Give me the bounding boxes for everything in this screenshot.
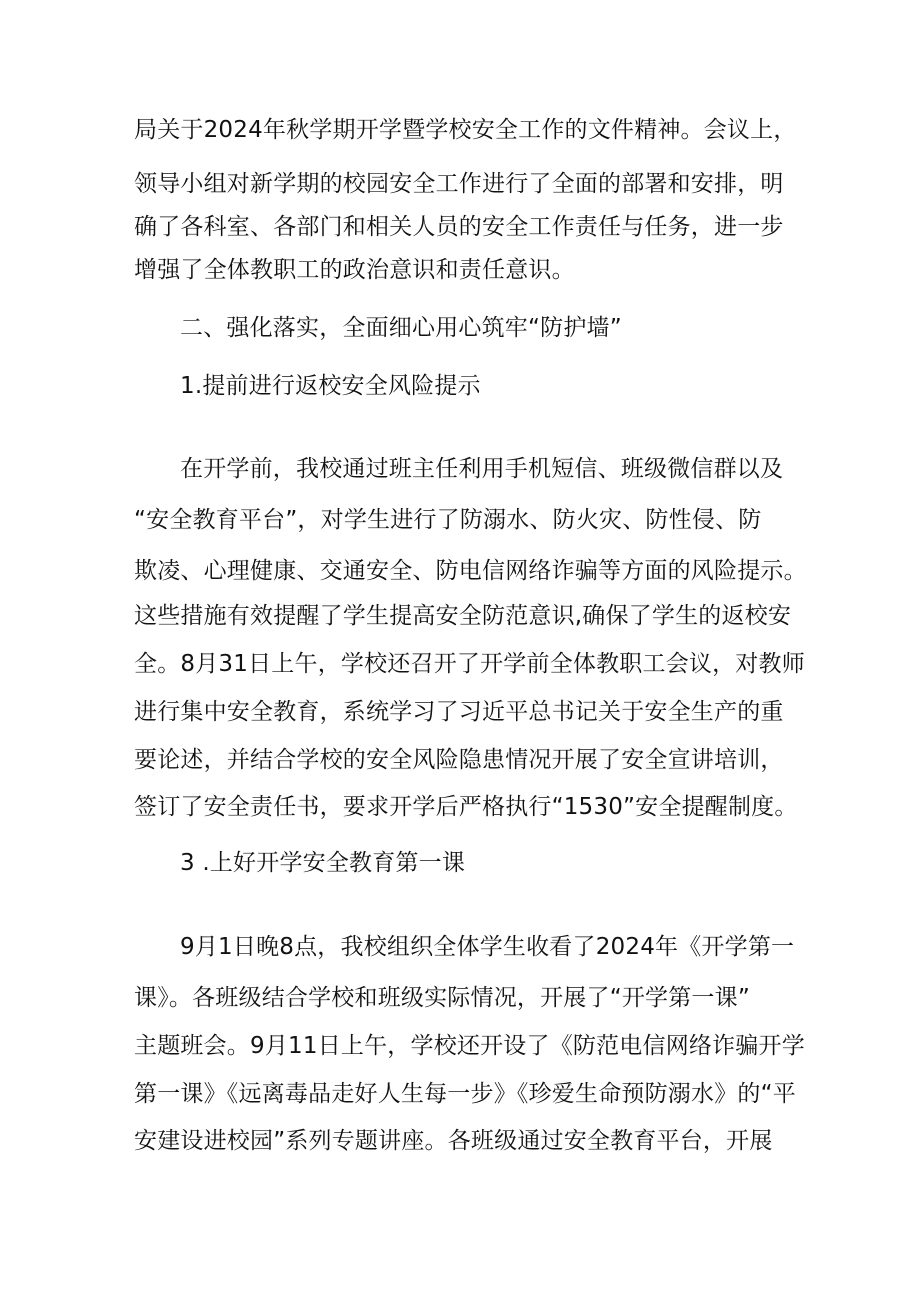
text-line: 全。8月31日上午，学校还召开了开学前全体教职工会议，对教师	[134, 651, 805, 677]
text-line: 要论述，并结合学校的安全风险隐患情况开展了安全宣讲培训，	[134, 747, 784, 773]
text-line: 签订了安全责任书，要求开学后严格执行“1530”安全提醒制度。	[134, 794, 798, 820]
text-line: 增强了全体教职工的政治意识和责任意识。	[134, 257, 575, 283]
text-line: 主题班会。9月11日上午，学校还开设了《防范电信网络诈骗开学	[134, 1033, 805, 1059]
subheading: 1.提前进行返校安全风险提示	[180, 373, 481, 399]
text-line: 这些措施有效提醒了学生提高安全防范意识,确保了学生的返校安	[134, 603, 792, 629]
text-line: 局关于2024年秋学期开学暨学校安全工作的文件精神。会议上，	[134, 117, 797, 143]
text-line: 领导小组对新学期的校园安全工作进行了全面的部署和安排，明	[134, 171, 784, 197]
text-line: 安建设进校园”系列专题讲座。各班级通过安全教育平台，开展	[134, 1128, 773, 1154]
text-line: 课》。各班级结合学校和班级实际情况，开展了“开学第一课”	[134, 985, 750, 1011]
text-line: 欺凌、心理健康、交通安全、防电信网络诈骗等方面的风险提示。	[134, 558, 807, 584]
text-line: 进行集中安全教育，系统学习了习近平总书记关于安全生产的重	[134, 699, 784, 725]
text-line: “安全教育平台”，对学生进行了防溺水、防火灾、防性侵、防	[134, 507, 762, 533]
subheading: 3 .上好开学安全教育第一课	[180, 850, 466, 876]
text-line: 9月1日晚8点，我校组织全体学生收看了2024年《开学第一	[180, 934, 795, 960]
text-line: 确了各科室、各部门和相关人员的安全工作责任与任务，进一步	[134, 214, 784, 240]
text-line: 第一课》《远离毒品走好人生每一步》《珍爱生命预防溺水》的“平	[134, 1081, 796, 1107]
section-heading: 二、强化落实，全面细心用心筑牢“防护墙”	[180, 315, 622, 341]
text-line: 在开学前，我校通过班主任利用手机短信、班级微信群以及	[180, 456, 784, 482]
